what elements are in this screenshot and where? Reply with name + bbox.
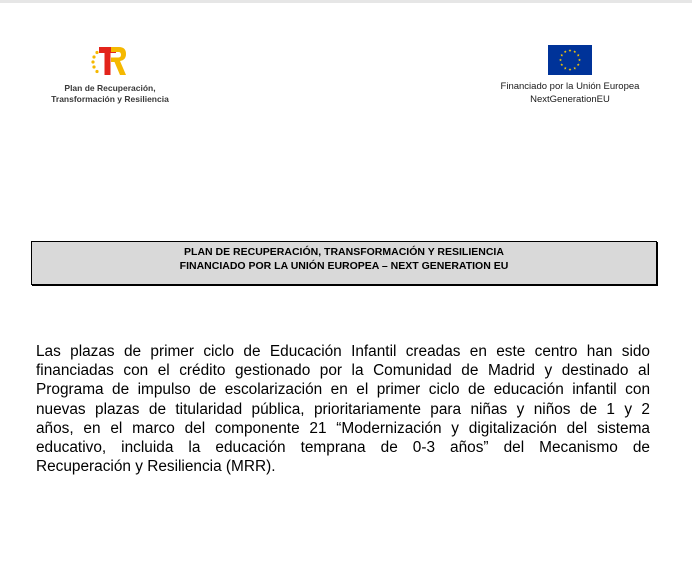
body-line: educativo, incluida la educación temprana de 0-3 años” del Mecanismo de bbox=[36, 439, 650, 457]
body-line: Recuperación y Resiliencia (MRR). bbox=[36, 458, 276, 476]
top-rule bbox=[0, 0, 692, 3]
prtr-logo-icon bbox=[90, 44, 128, 78]
body-paragraph bbox=[36, 342, 650, 476]
eu-logo-text bbox=[490, 80, 650, 106]
header-title-line1: PLAN DE RECUPERACIÓN, TRANSFORMACIÓN Y RESILIENCIA bbox=[184, 246, 504, 258]
eu-logo bbox=[490, 45, 650, 109]
header-banner bbox=[31, 241, 657, 285]
body-line: nuevas plazas de titularidad pública, prioritariamente para niñas y niños de 1 y 2 bbox=[36, 400, 650, 418]
body-line: Las plazas de primer ciclo de Educación Infantil creadas en este centro han sido bbox=[36, 343, 650, 360]
eu-logo-line1: Financiado por la Unión Europea bbox=[500, 81, 640, 92]
prtr-logo-line2: Transformación y Resiliencia bbox=[51, 94, 169, 104]
body-line: financiadas con el crédito gestionado por la Comunidad de Madrid y destinado al bbox=[36, 362, 650, 380]
prtr-logo-text bbox=[40, 83, 180, 105]
prtr-logo-line1: Plan de Recuperación, bbox=[64, 83, 156, 93]
eu-logo-line2: NextGenerationEU bbox=[530, 94, 610, 105]
body-line: Programa de impulso de escolarización en el primer ciclo de educación infantil con bbox=[36, 381, 650, 399]
prtr-logo bbox=[40, 44, 180, 106]
eu-flag-icon bbox=[548, 45, 592, 75]
body-line: años, en el marco del componente 21 “Modernización y digitalización del sistema bbox=[36, 419, 650, 437]
header-title-line2: FINANCIADO POR LA UNIÓN EUROPEA – NEXT GENERATION EU bbox=[179, 260, 509, 272]
